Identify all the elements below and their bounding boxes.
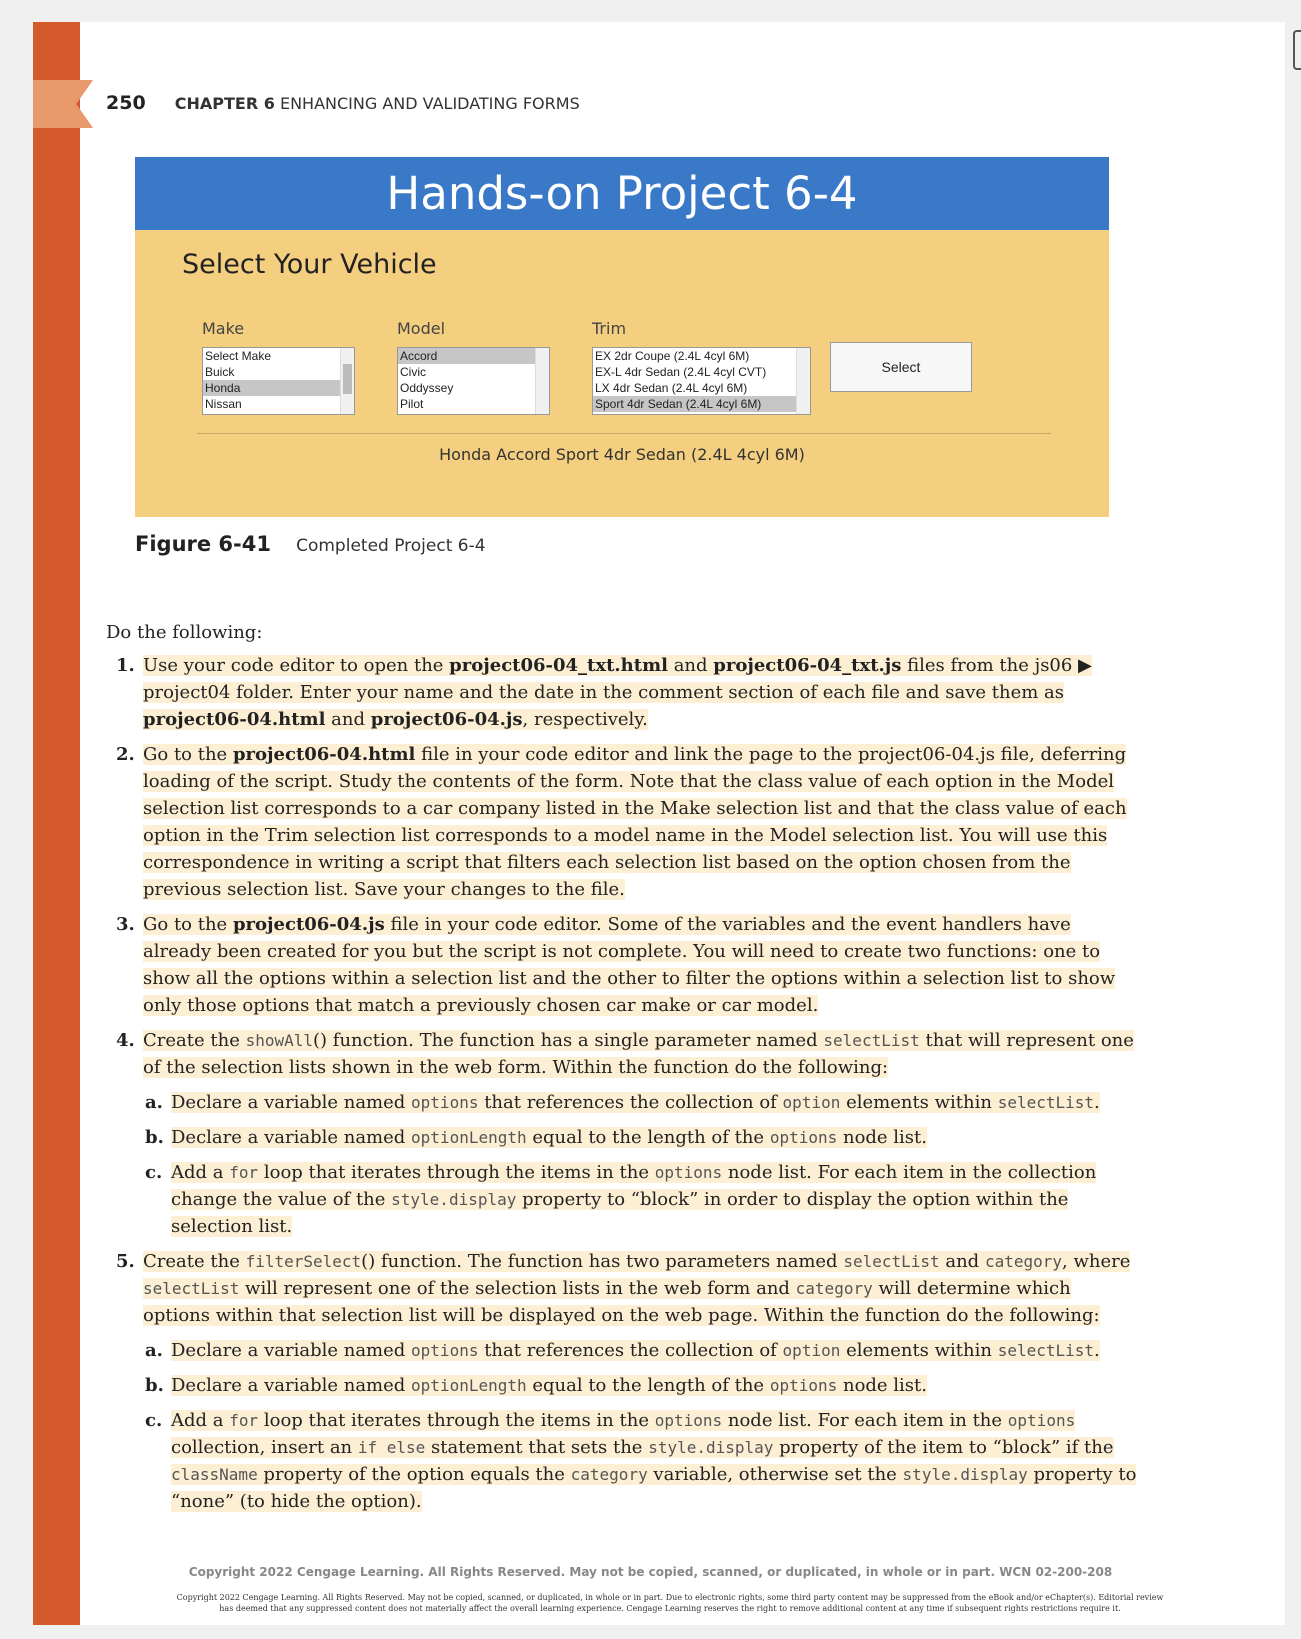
make-label: Make (202, 319, 245, 338)
step-list (110, 652, 1140, 1523)
scroll-handle-icon[interactable] (1293, 30, 1301, 70)
make-option[interactable]: Select Make (205, 349, 272, 363)
step-text: Create the filterSelect() function. The function has two parameters named selectList and category, where selectList will represent one of the selection lists in the web form and category will determine which options within that selection list will be displayed on the web page. Within the function do the following: (143, 1251, 1131, 1326)
caption-text: Completed Project 6-4 (296, 536, 486, 556)
chapter-label: CHAPTER 6 (174, 94, 275, 113)
sub-item (143, 1124, 1140, 1151)
sub-text: Declare a variable named options that references the collection of option elements within selectList. (171, 1092, 1100, 1113)
figure-subtitle: Select Your Vehicle (182, 249, 437, 280)
model-option[interactable]: Oddyssey (400, 381, 454, 395)
step-text: Go to the project06-04.js file in your code editor. Some of the variables and the event handlers have already been created for you but the script is not complete. You will need to create two functions: one to show all the options within a selection list and the other to filter the options within a selection list to show only those options that match a previously chosen car make or car model. (143, 914, 1116, 1016)
make-option-selected[interactable]: Honda (203, 380, 354, 396)
step-number: 5. (116, 1251, 135, 1272)
list-item (110, 911, 1140, 1019)
step-text: Go to the project06-04.html file in your code editor and link the page to the project06-04.js file, deferring loading of the script. Study the contents of the form. Note that the class value of each option in the Model selection list corresponds to a car company listed in the Make selection list and that the class value of each option in the Trim selection list corresponds to a model name in the Model selection list. You will use this correspondence in writing a script that filters each selection list based on the option chosen from the previous selection list. Save your changes to the file. (143, 744, 1127, 900)
sub-item (143, 1337, 1140, 1364)
model-select[interactable] (397, 347, 550, 415)
trim-select[interactable] (592, 347, 811, 415)
trim-option[interactable]: EX-L 4dr Sedan (2.4L 4cyl CVT) (595, 365, 767, 379)
intro-text: Do the following: (106, 622, 263, 643)
list-item (110, 652, 1140, 733)
caption-label: Figure 6-41 (135, 532, 271, 556)
figure-screenshot (135, 157, 1109, 517)
page-number: 250 (106, 92, 146, 114)
sub-letter: b. (145, 1127, 164, 1148)
sub-text: Add a for loop that iterates through the items in the options node list. For each item in the collection change the value of the style.display property to “block” in order to display the option within the selection list. (171, 1162, 1097, 1237)
make-option[interactable]: Nissan (205, 397, 242, 411)
model-scrollbar[interactable] (535, 348, 549, 414)
chapter-title: ENHANCING AND VALIDATING FORMS (279, 94, 580, 113)
model-option-selected[interactable]: Accord (398, 348, 549, 364)
chapter-edge-bar (33, 22, 80, 1625)
sub-item (143, 1407, 1140, 1515)
make-option[interactable]: Buick (205, 365, 235, 379)
figure-caption (135, 532, 486, 556)
sub-letter: b. (145, 1375, 164, 1396)
model-option[interactable]: Civic (400, 365, 426, 379)
select-button[interactable]: Select (830, 342, 972, 392)
copyright-notice: Copyright 2022 Cengage Learning. All Rights Reserved. May not be copied, scanned, or duplicated, in whole or in part. WCN 02-200-208 (188, 1565, 1113, 1579)
make-scrollbar[interactable] (340, 348, 354, 414)
step-text: Create the showAll() function. The function has a single parameter named selectList that will represent one of the selection lists shown in the web form. Within the function do the following: (143, 1030, 1134, 1078)
make-select[interactable] (202, 347, 355, 415)
sub-item (143, 1159, 1140, 1240)
sub-letter: c. (145, 1410, 163, 1431)
selection-result: Honda Accord Sport 4dr Sedan (2.4L 4cyl 6M) (439, 445, 805, 464)
model-label: Model (397, 319, 446, 338)
figure-title: Hands-on Project 6-4 (135, 157, 1109, 230)
sub-text: Declare a variable named optionLength equal to the length of the options node list. (171, 1375, 928, 1396)
trim-label: Trim (592, 319, 627, 338)
trim-option[interactable]: EX 2dr Coupe (2.4L 4cyl 6M) (595, 349, 750, 363)
divider (197, 433, 1051, 434)
step-number: 1. (116, 655, 135, 676)
step-number: 3. (116, 914, 135, 935)
list-item (110, 1027, 1140, 1240)
step-text: Use your code editor to open the project06-04_txt.html and project06-04_txt.js files from the js06 ▶ project04 folder. Enter your name and the date in the comment section of each file and save them as project06-04.html and project06-04.js, respectively. (143, 655, 1092, 730)
sub-text: Declare a variable named options that references the collection of option elements within selectList. (171, 1340, 1100, 1361)
fine-print: Copyright 2022 Cengage Learning. All Rights Reserved. May not be copied, scanned, or duplicated, in whole or in part. Due to electronic rights, some third party content may be suppressed from the eBook and/or eChapter(s). Editorial review has deemed that any suppressed content does not materially affect the overall learning experience. Cengage Learning reserves the right to remove additional content at any time if subsequent rights restrictions require it. (176, 1593, 1164, 1613)
sub-item (143, 1372, 1140, 1399)
trim-option[interactable]: LX 4dr Sedan (2.4L 4cyl 6M) (595, 381, 748, 395)
running-header (106, 92, 580, 114)
sub-letter: a. (145, 1092, 163, 1113)
sub-letter: a. (145, 1340, 163, 1361)
list-item (110, 741, 1140, 903)
step-number: 4. (116, 1030, 135, 1051)
trim-scrollbar[interactable] (796, 348, 810, 414)
sub-text: Add a for loop that iterates through the items in the options node list. For each item in the options collection, insert an if else statement that sets the style.display property of the item to “block” if the className property of the option equals the category variable, otherwise set the style.display property to “none” (to hide the option). (171, 1410, 1137, 1512)
step-number: 2. (116, 744, 135, 765)
sub-letter: c. (145, 1162, 163, 1183)
sub-text: Declare a variable named optionLength equal to the length of the options node list. (171, 1127, 928, 1148)
model-option[interactable]: Pilot (400, 397, 424, 411)
list-item (110, 1248, 1140, 1515)
trim-option-selected[interactable]: Sport 4dr Sedan (2.4L 4cyl 6M) (593, 396, 810, 412)
sub-item (143, 1089, 1140, 1116)
